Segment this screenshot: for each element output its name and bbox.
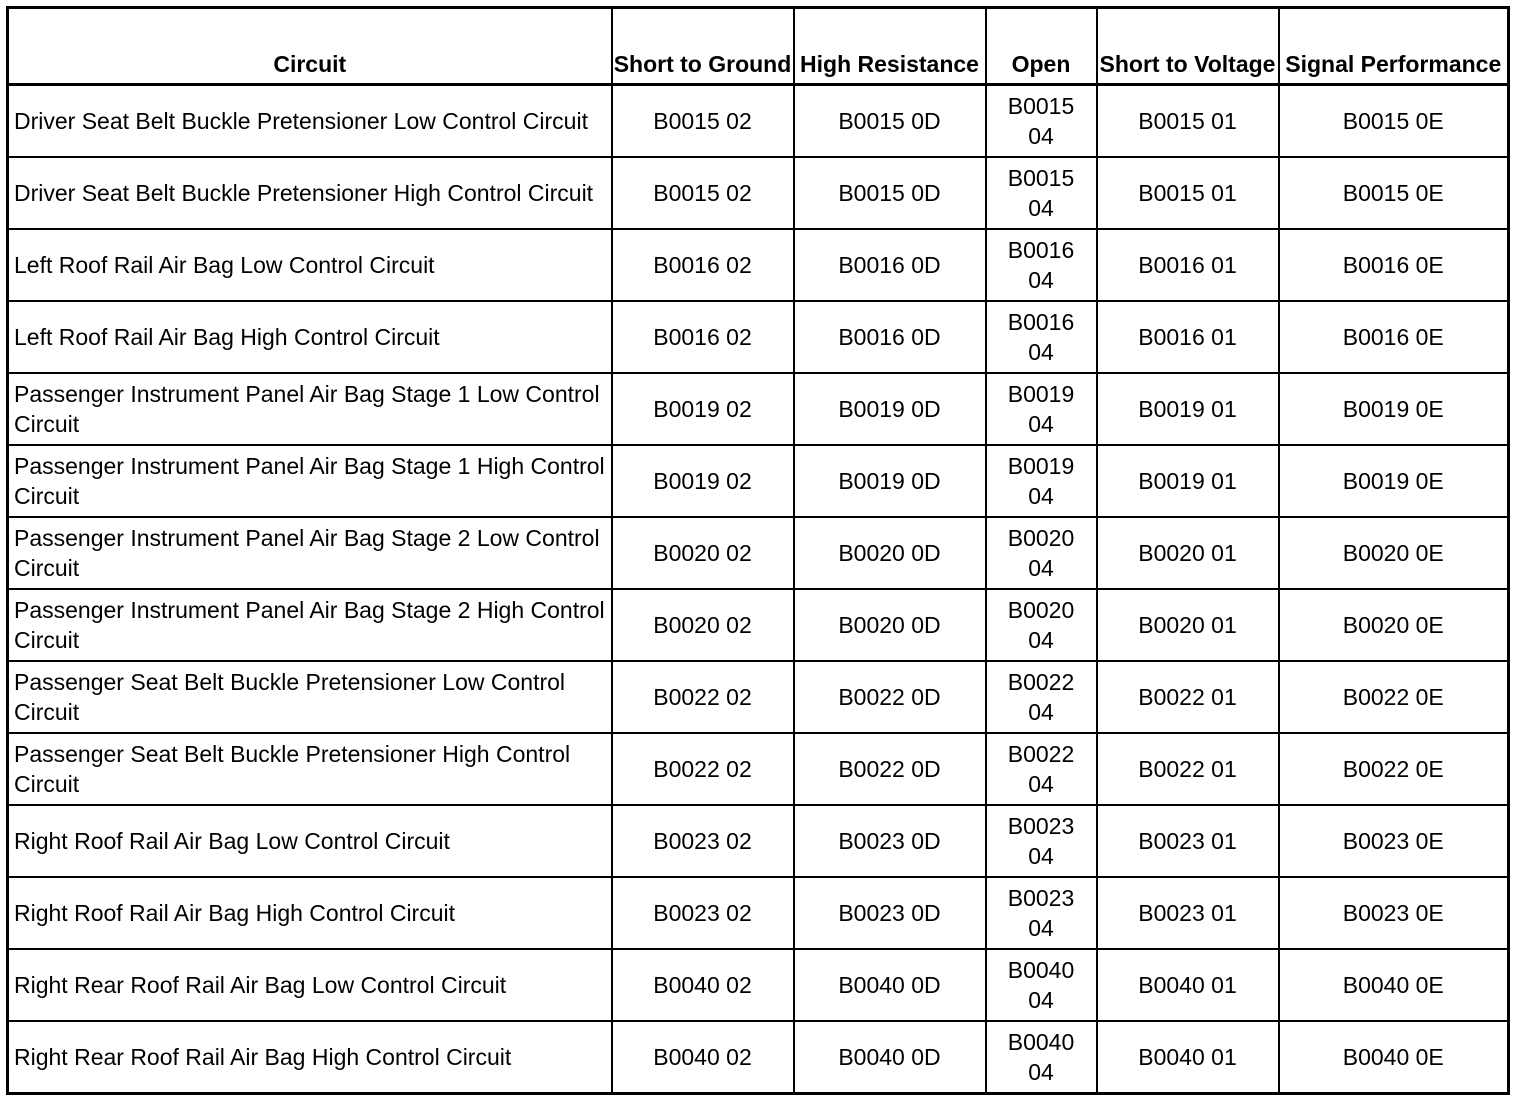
table-row xyxy=(8,589,1509,661)
high-resistance-cell: B0019 0D xyxy=(794,373,986,445)
short-to-voltage-cell: B0020 01 xyxy=(1097,517,1279,589)
table-row xyxy=(8,229,1509,301)
circuit-cell: Right Rear Roof Rail Air Bag High Control Circuit xyxy=(8,1021,612,1094)
circuit-cell: Left Roof Rail Air Bag High Control Circuit xyxy=(8,301,612,373)
table-row xyxy=(8,877,1509,949)
table-row xyxy=(8,661,1509,733)
short-to-voltage-cell: B0016 01 xyxy=(1097,301,1279,373)
short-to-ground-cell: B0016 02 xyxy=(612,229,794,301)
open-cell: B0015 04 xyxy=(986,157,1097,229)
signal-performance-cell: B0040 0E xyxy=(1279,949,1509,1021)
table-header xyxy=(8,8,1509,85)
table-row xyxy=(8,517,1509,589)
signal-performance-cell: B0015 0E xyxy=(1279,85,1509,158)
high-resistance-cell: B0022 0D xyxy=(794,733,986,805)
header-short-to-ground: Short to Ground xyxy=(612,8,794,85)
table-row xyxy=(8,1021,1509,1094)
signal-performance-cell: B0023 0E xyxy=(1279,805,1509,877)
open-cell: B0020 04 xyxy=(986,517,1097,589)
short-to-voltage-cell: B0016 01 xyxy=(1097,229,1279,301)
short-to-ground-cell: B0019 02 xyxy=(612,445,794,517)
open-cell: B0019 04 xyxy=(986,373,1097,445)
short-to-ground-cell: B0016 02 xyxy=(612,301,794,373)
open-cell: B0016 04 xyxy=(986,301,1097,373)
high-resistance-cell: B0015 0D xyxy=(794,85,986,158)
table-row xyxy=(8,445,1509,517)
high-resistance-cell: B0016 0D xyxy=(794,301,986,373)
short-to-voltage-cell: B0019 01 xyxy=(1097,445,1279,517)
circuit-cell: Passenger Instrument Panel Air Bag Stage 1 Low Control Circuit xyxy=(8,373,612,445)
high-resistance-cell: B0015 0D xyxy=(794,157,986,229)
signal-performance-cell: B0023 0E xyxy=(1279,877,1509,949)
short-to-voltage-cell: B0040 01 xyxy=(1097,949,1279,1021)
high-resistance-cell: B0023 0D xyxy=(794,805,986,877)
signal-performance-cell: B0016 0E xyxy=(1279,229,1509,301)
header-row xyxy=(8,8,1509,85)
signal-performance-cell: B0022 0E xyxy=(1279,733,1509,805)
open-cell: B0022 04 xyxy=(986,661,1097,733)
short-to-ground-cell: B0015 02 xyxy=(612,85,794,158)
circuit-cell: Right Roof Rail Air Bag Low Control Circuit xyxy=(8,805,612,877)
high-resistance-cell: B0020 0D xyxy=(794,589,986,661)
open-cell: B0019 04 xyxy=(986,445,1097,517)
table-body xyxy=(8,85,1509,1094)
short-to-voltage-cell: B0023 01 xyxy=(1097,877,1279,949)
open-cell: B0040 04 xyxy=(986,1021,1097,1094)
circuit-cell: Right Rear Roof Rail Air Bag Low Control Circuit xyxy=(8,949,612,1021)
short-to-ground-cell: B0040 02 xyxy=(612,949,794,1021)
open-cell: B0023 04 xyxy=(986,877,1097,949)
open-cell: B0022 04 xyxy=(986,733,1097,805)
signal-performance-cell: B0015 0E xyxy=(1279,157,1509,229)
circuit-cell: Driver Seat Belt Buckle Pretensioner High Control Circuit xyxy=(8,157,612,229)
short-to-ground-cell: B0022 02 xyxy=(612,733,794,805)
table-row xyxy=(8,733,1509,805)
high-resistance-cell: B0040 0D xyxy=(794,1021,986,1094)
short-to-ground-cell: B0023 02 xyxy=(612,877,794,949)
signal-performance-cell: B0016 0E xyxy=(1279,301,1509,373)
short-to-ground-cell: B0015 02 xyxy=(612,157,794,229)
short-to-voltage-cell: B0019 01 xyxy=(1097,373,1279,445)
high-resistance-cell: B0023 0D xyxy=(794,877,986,949)
header-high-resistance: High Resistance xyxy=(794,8,986,85)
high-resistance-cell: B0022 0D xyxy=(794,661,986,733)
short-to-ground-cell: B0020 02 xyxy=(612,517,794,589)
circuit-cell: Passenger Instrument Panel Air Bag Stage 2 High Control Circuit xyxy=(8,589,612,661)
header-open: Open xyxy=(986,8,1097,85)
header-circuit: Circuit xyxy=(8,8,612,85)
high-resistance-cell: B0040 0D xyxy=(794,949,986,1021)
signal-performance-cell: B0022 0E xyxy=(1279,661,1509,733)
circuit-cell: Left Roof Rail Air Bag Low Control Circuit xyxy=(8,229,612,301)
signal-performance-cell: B0019 0E xyxy=(1279,373,1509,445)
circuit-cell: Driver Seat Belt Buckle Pretensioner Low Control Circuit xyxy=(8,85,612,158)
open-cell: B0023 04 xyxy=(986,805,1097,877)
short-to-ground-cell: B0020 02 xyxy=(612,589,794,661)
short-to-voltage-cell: B0020 01 xyxy=(1097,589,1279,661)
circuit-cell: Passenger Instrument Panel Air Bag Stage 1 High Control Circuit xyxy=(8,445,612,517)
short-to-voltage-cell: B0022 01 xyxy=(1097,733,1279,805)
header-signal-performance: Signal Performance xyxy=(1279,8,1509,85)
high-resistance-cell: B0016 0D xyxy=(794,229,986,301)
open-cell: B0040 04 xyxy=(986,949,1097,1021)
signal-performance-cell: B0040 0E xyxy=(1279,1021,1509,1094)
short-to-voltage-cell: B0015 01 xyxy=(1097,157,1279,229)
header-short-to-voltage: Short to Voltage xyxy=(1097,8,1279,85)
signal-performance-cell: B0020 0E xyxy=(1279,517,1509,589)
short-to-ground-cell: B0019 02 xyxy=(612,373,794,445)
circuit-cell: Right Roof Rail Air Bag High Control Circuit xyxy=(8,877,612,949)
short-to-voltage-cell: B0015 01 xyxy=(1097,85,1279,158)
signal-performance-cell: B0020 0E xyxy=(1279,589,1509,661)
high-resistance-cell: B0019 0D xyxy=(794,445,986,517)
circuit-cell: Passenger Instrument Panel Air Bag Stage 2 Low Control Circuit xyxy=(8,517,612,589)
open-cell: B0015 04 xyxy=(986,85,1097,158)
short-to-voltage-cell: B0022 01 xyxy=(1097,661,1279,733)
circuit-cell: Passenger Seat Belt Buckle Pretensioner Low Control Circuit xyxy=(8,661,612,733)
short-to-ground-cell: B0040 02 xyxy=(612,1021,794,1094)
table-row xyxy=(8,373,1509,445)
short-to-ground-cell: B0023 02 xyxy=(612,805,794,877)
table-row xyxy=(8,85,1509,158)
table-row xyxy=(8,949,1509,1021)
dtc-table xyxy=(6,6,1510,1095)
circuit-cell: Passenger Seat Belt Buckle Pretensioner High Control Circuit xyxy=(8,733,612,805)
table-row xyxy=(8,157,1509,229)
short-to-voltage-cell: B0023 01 xyxy=(1097,805,1279,877)
signal-performance-cell: B0019 0E xyxy=(1279,445,1509,517)
table-row xyxy=(8,805,1509,877)
short-to-voltage-cell: B0040 01 xyxy=(1097,1021,1279,1094)
high-resistance-cell: B0020 0D xyxy=(794,517,986,589)
open-cell: B0016 04 xyxy=(986,229,1097,301)
open-cell: B0020 04 xyxy=(986,589,1097,661)
table-row xyxy=(8,301,1509,373)
short-to-ground-cell: B0022 02 xyxy=(612,661,794,733)
